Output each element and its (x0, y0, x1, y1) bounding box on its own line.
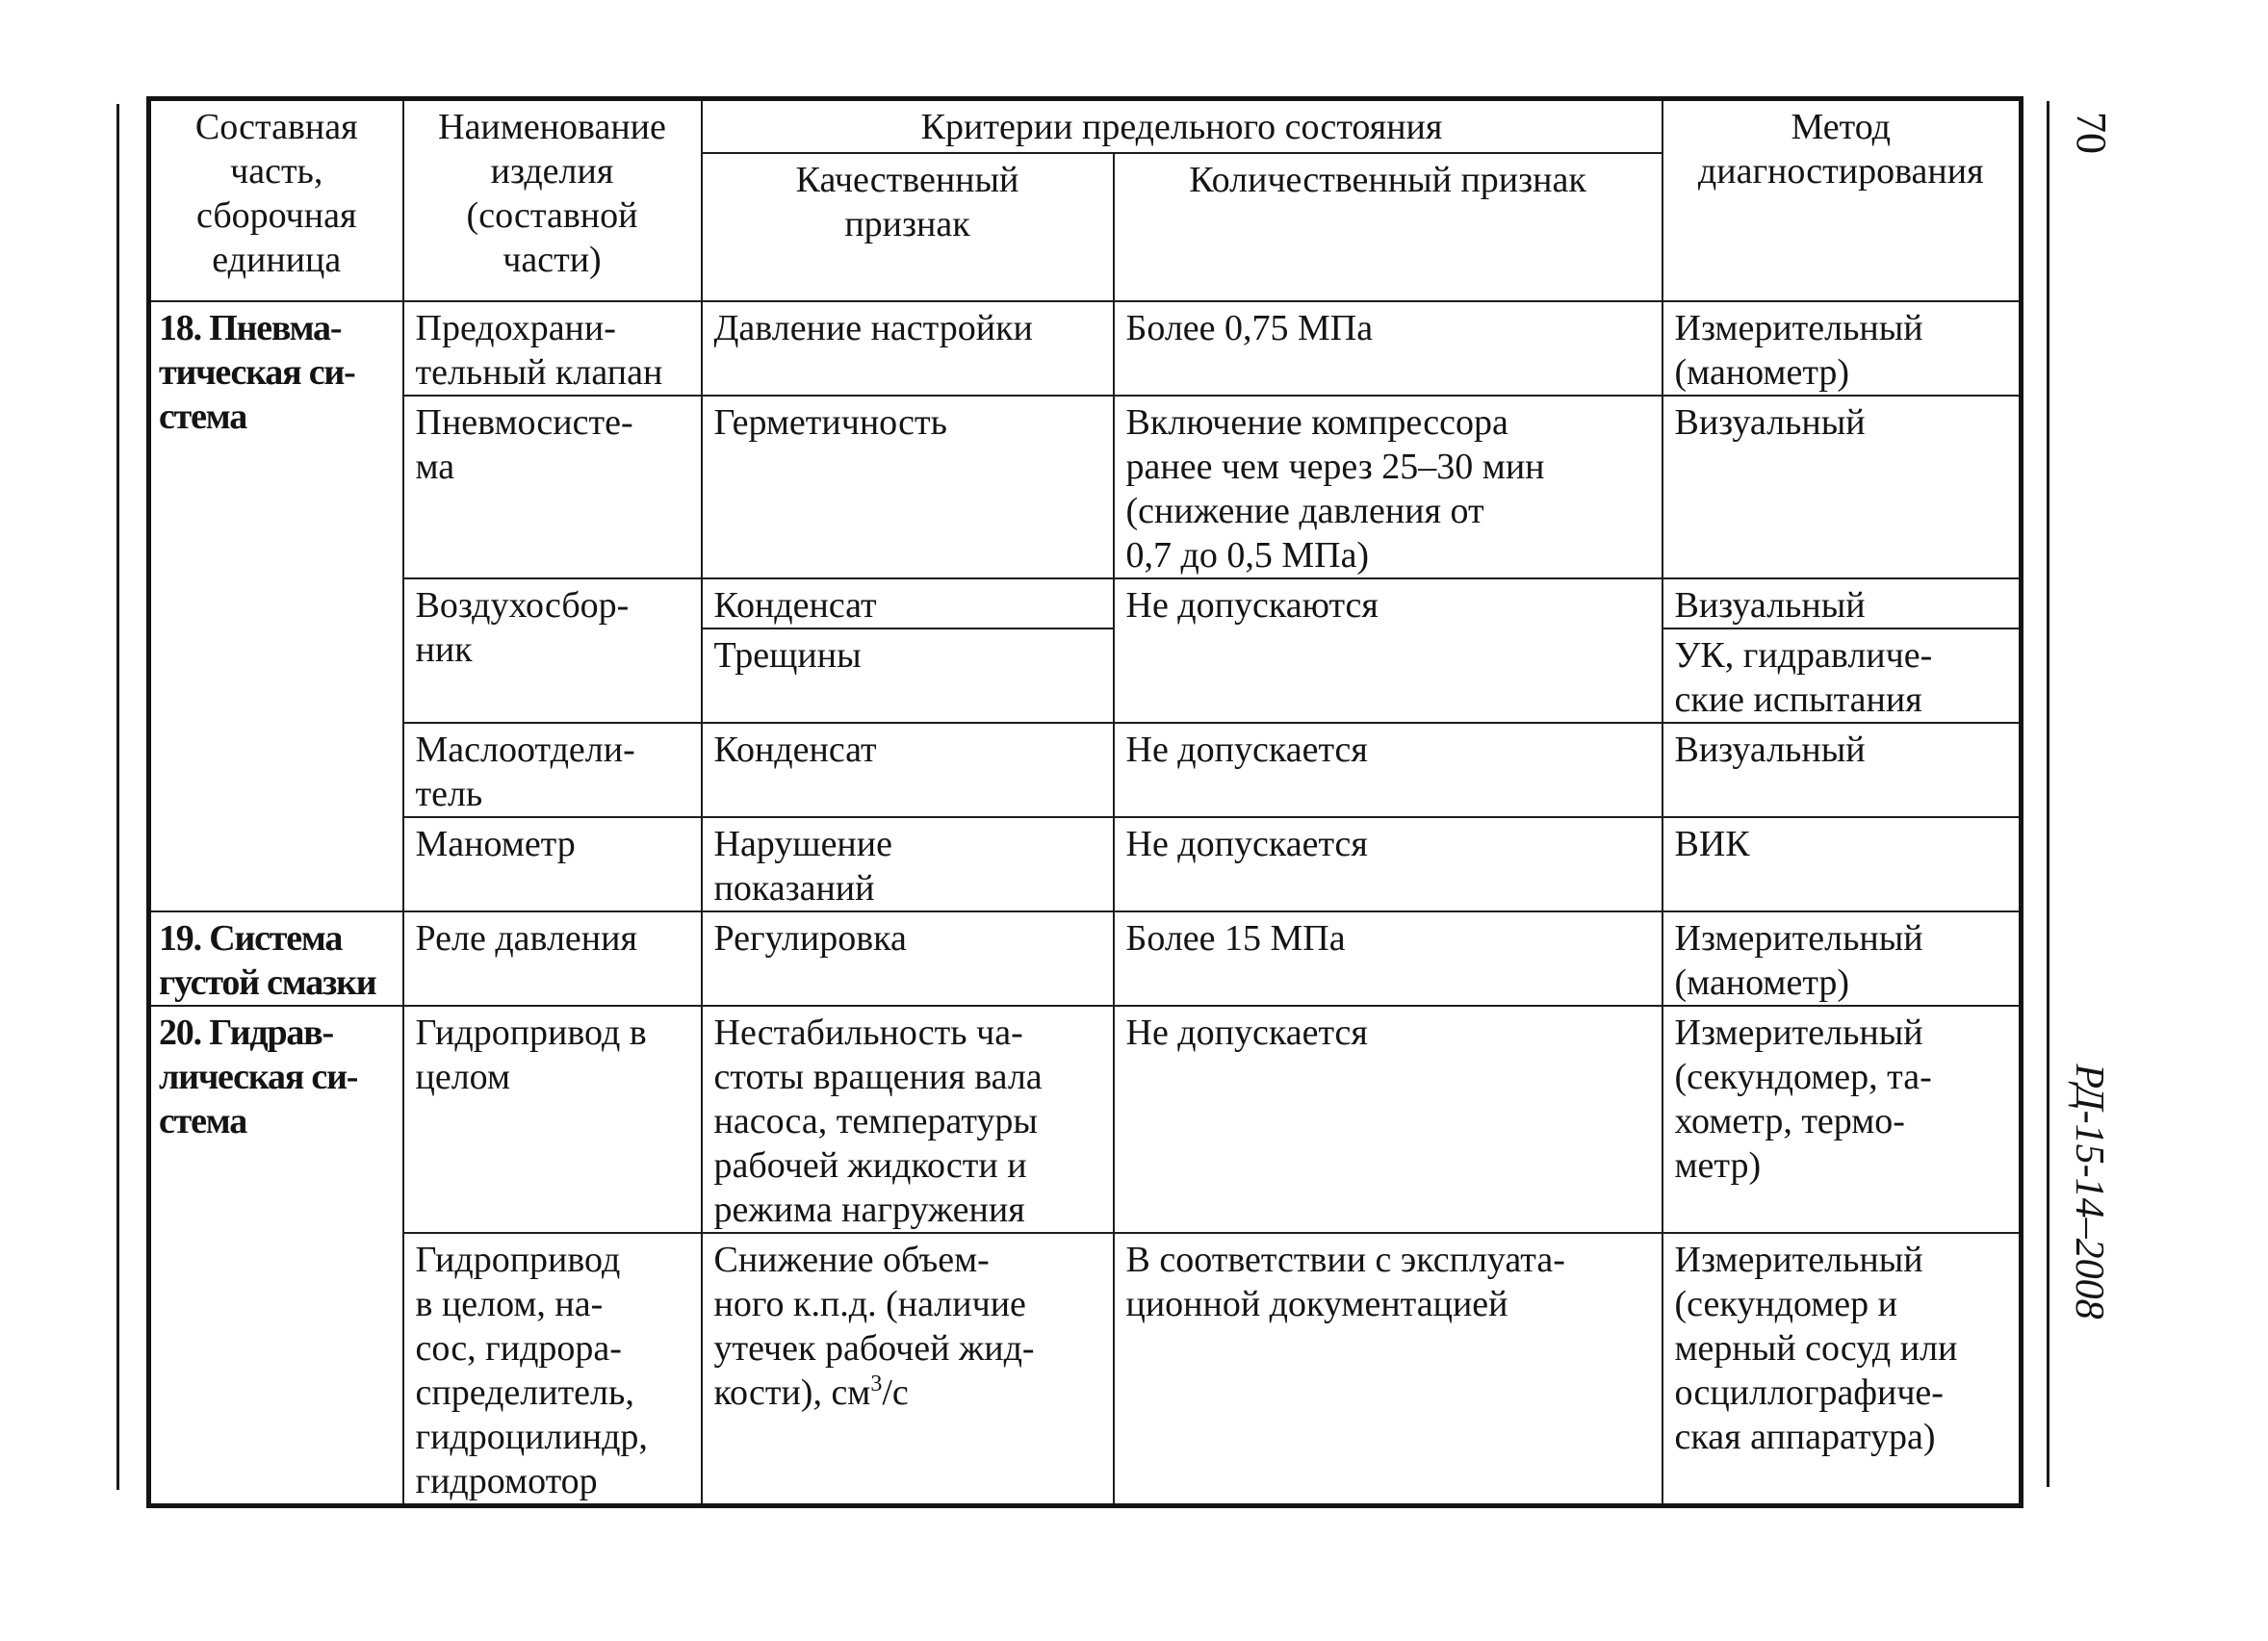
qualitative-text: Снижение объем- ного к.п.д. (наличие утечек рабочей жид- кости), см (713, 1239, 1035, 1413)
header-qualitative: Качественный признак (702, 153, 1114, 301)
method-cell: Визуальный (1662, 396, 2022, 578)
header-component: Составная часть, сборочная единица (149, 99, 403, 301)
qualitative-cell: Нарушение показаний (702, 817, 1114, 911)
table-row (149, 911, 2022, 1006)
qualitative-unit-tail: /с (882, 1372, 909, 1413)
criteria-table (146, 96, 2023, 1508)
method-cell: Измерительный (секундомер, та- хометр, термо- метр) (1662, 1006, 2022, 1233)
quantitative-cell: Не допускается (1114, 817, 1662, 911)
qualitative-cell: Регулировка (702, 911, 1114, 1006)
item-cell: Гидропривод в целом (403, 1006, 702, 1233)
qualitative-cell: Давление настройки (702, 301, 1114, 396)
qualitative-cell: Трещины (702, 628, 1114, 723)
method-cell: Визуальный (1662, 723, 2022, 817)
table-row (149, 578, 2022, 628)
table-row (149, 817, 2022, 911)
superscript-exponent: 3 (870, 1371, 883, 1397)
method-cell: Измерительный (манометр) (1662, 301, 2022, 396)
qualitative-cell (702, 1233, 1114, 1506)
table-row (149, 723, 2022, 817)
item-cell: Реле давления (403, 911, 702, 1006)
item-cell: Маслоотдели- тель (403, 723, 702, 817)
table-row (149, 1233, 2022, 1506)
item-cell: Гидропривод в целом, на- сос, гидрора- спределитель, гидроцилиндр, гидромотор (403, 1233, 702, 1506)
item-cell: Пневмосисте- ма (403, 396, 702, 578)
item-cell: Манометр (403, 817, 702, 911)
system-cell-18: 18. Пневма- тическая си- стема (149, 301, 403, 911)
quantitative-cell: Не допускается (1114, 1006, 1662, 1233)
binding-line-left (116, 104, 119, 1490)
quantitative-cell: Не допускаются (1114, 578, 1662, 723)
item-cell: Воздухосбор- ник (403, 578, 702, 723)
table-row (149, 1006, 2022, 1233)
method-cell: Визуальный (1662, 578, 2022, 628)
quantitative-cell: В соответствии с эксплуата- ционной документацией (1114, 1233, 1662, 1506)
quantitative-cell: Не допускается (1114, 723, 1662, 817)
system-cell-19: 19. Система густой смазки (149, 911, 403, 1006)
binding-line-right (2047, 101, 2049, 1487)
qualitative-cell: Конденсат (702, 578, 1114, 628)
header-quantitative: Количественный признак (1114, 153, 1662, 301)
table-row (149, 396, 2022, 578)
method-cell: УК, гидравличе- ские испытания (1662, 628, 2022, 723)
method-cell: Измерительный (манометр) (1662, 911, 2022, 1006)
method-cell: ВИК (1662, 817, 2022, 911)
quantitative-cell: Включение компрессора ранее чем через 25–30 мин (снижение давления от 0,7 до 0,5 МПа) (1114, 396, 1662, 578)
header-criteria-group: Критерии предельного состояния (702, 99, 1662, 153)
table-row (149, 301, 2022, 396)
system-cell-20: 20. Гидрав- лическая си- стема (149, 1006, 403, 1506)
quantitative-cell: Более 15 МПа (1114, 911, 1662, 1006)
header-method: Метод диагностирования (1662, 99, 2022, 301)
item-cell: Предохрани- тельный клапан (403, 301, 702, 396)
page-number: 70 (2068, 112, 2115, 154)
quantitative-cell: Более 0,75 МПа (1114, 301, 1662, 396)
qualitative-cell: Герметичность (702, 396, 1114, 578)
qualitative-cell: Нестабильность ча- стоты вращения вала насоса, температуры рабочей жидкости и режима нагружения (702, 1006, 1114, 1233)
header-item-name: Наименование изделия (составной части) (403, 99, 702, 301)
method-cell: Измерительный (секундомер и мерный сосуд или осциллографиче- ская аппаратура) (1662, 1233, 2022, 1506)
qualitative-cell: Конденсат (702, 723, 1114, 817)
document-code: РД-15-14–2008 (2067, 1064, 2111, 1320)
